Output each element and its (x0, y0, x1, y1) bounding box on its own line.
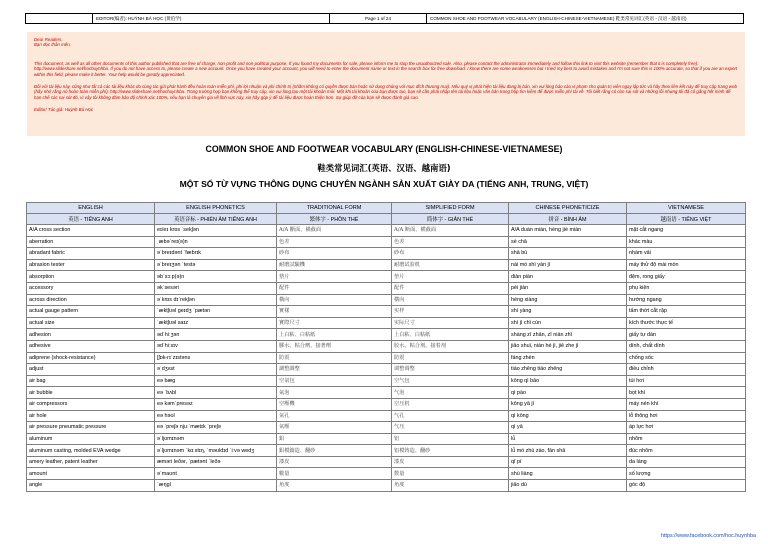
traditional-chinese-cell: 漆皮 (277, 456, 392, 468)
vietnamese-term-cell: dính, chất dính (627, 340, 746, 352)
phonetics-cell: əˈkrɒs dɪˈrekʃən (155, 294, 277, 306)
phonetics-cell: əˈljʊmɪnəm ˈkɑːstɪŋ, ˈməʊldɪd ˈiːvə wedʒ (155, 445, 277, 457)
phonetics-cell: ˈæktʃʊəl saɪz (155, 317, 277, 329)
traditional-chinese-cell: A/A 斷面、橫截面 (277, 225, 392, 237)
traditional-chinese-cell: 氣孔 (277, 410, 392, 422)
traditional-chinese-cell: 上白粘、白粘紙 (277, 329, 392, 341)
phonetics-cell: ˌæbəˈreɪ(ə)n (155, 236, 277, 248)
table-row (27, 364, 746, 376)
pinyin-cell: shàng zī zhān, zī nián zhǐ (509, 329, 627, 341)
table-row (27, 271, 746, 283)
col-subheader-vietnamese: 越南语 - TIẾNG VIỆT (627, 214, 746, 225)
simplified-chinese-cell: 防震 (392, 352, 509, 364)
traditional-chinese-cell: 實際尺寸 (277, 317, 392, 329)
pinyin-cell: qì kǒng (509, 410, 627, 422)
vietnamese-term-cell: nhám vải (627, 248, 746, 260)
traditional-chinese-cell: 調整調整 (277, 364, 392, 376)
english-term-cell: adjust (27, 364, 155, 376)
simplified-chinese-cell: 铝 (392, 433, 509, 445)
facebook-link[interactable]: https://www.facebook.com/hoc.huynhba (661, 533, 756, 539)
english-term-cell: absorption (27, 271, 155, 283)
table-row (27, 433, 746, 445)
simplified-chinese-cell: 空压机 (392, 398, 509, 410)
simplified-chinese-cell: 铝模铸造、翻砂 (392, 445, 509, 457)
vietnamese-term-cell: máy thử độ mài mòn (627, 259, 746, 271)
simplified-chinese-cell: 角度 (392, 480, 509, 492)
column-subheader-row (27, 214, 746, 225)
pinyin-cell: kōng yā jī (509, 398, 627, 410)
pinyin-cell: qì pào (509, 387, 627, 399)
vietnamese-term-cell: khác màu (627, 236, 746, 248)
notice-greeting-en: Dear Readers, (34, 37, 63, 42)
traditional-chinese-cell: 數量 (277, 468, 392, 480)
english-term-cell: aluminum casting, molded EVA wedge (27, 445, 155, 457)
phonetics-cell: ədˈhiːsɪv (155, 340, 277, 352)
simplified-chinese-cell: 实际尺寸 (392, 317, 509, 329)
pinyin-cell: pèi jiàn (509, 282, 627, 294)
notice-text-en: This document, as well as all other documents of this author published that are free of charge, non-profit and non-political purpose. If you found my documents for sale, please inform me to stop the unauthorized sale. Also, please contact the administrator immediately and follow this link to visit this website (remember that it is completely free): http://www.slideshare.net/hochuynhba. If you do not have access to, please create a new account. Once you have created your account, you will need to enter the document name or text in the search box for free download. I know there are some weaknesses but I tried my best to avoid mistakes and I'm not sure this is 100% accurate, so that if you are an expert within this field, please make it better. Your help would be greatly appreciated. (34, 60, 738, 77)
table-row (27, 329, 746, 341)
english-term-cell: aberration (27, 236, 155, 248)
table-row (27, 410, 746, 422)
table-row (27, 340, 746, 352)
english-term-cell: abrasion tester (27, 259, 155, 271)
phonetics-cell: əˈmaʊnt (155, 468, 277, 480)
pinyin-cell: kōng qì bāo (509, 375, 627, 387)
title-english: COMMON SHOE AND FOOTWEAR VOCABULARY (ENGLISH-CHINESE-VIETNAMESE) (205, 144, 563, 154)
pinyin-cell: sè chā (509, 236, 627, 248)
simplified-chinese-cell: 数量 (392, 468, 509, 480)
col-subheader-pinyin: 拼音 - BÍNH ÂM (509, 214, 627, 225)
traditional-chinese-cell: 配件 (277, 282, 392, 294)
vietnamese-term-cell: đúc nhôm (627, 445, 746, 457)
vietnamese-term-cell: phụ kiện (627, 282, 746, 294)
traditional-chinese-cell: 鋁 (277, 433, 392, 445)
traditional-chinese-cell: 空壓機 (277, 398, 392, 410)
phonetics-cell: eə ˈpreʃə njuːˈmætɪk ˈpreʃə (155, 422, 277, 434)
table-row (27, 375, 746, 387)
vietnamese-term-cell: chống sốc (627, 352, 746, 364)
traditional-chinese-cell: 實樣 (277, 306, 392, 318)
vietnamese-term-cell: da láng (627, 456, 746, 468)
phonetics-cell: eə kəmˈpresəz (155, 398, 277, 410)
vietnamese-term-cell: bọt khí (627, 387, 746, 399)
pinyin-cell: shí jì chǐ cùn (509, 317, 627, 329)
english-term-cell: adhesive (27, 340, 155, 352)
pinyin-cell: diàn piàn (509, 271, 627, 283)
header-page-number: Page 1 of 24 (330, 14, 427, 24)
phonetics-cell: əˈdʒʌst (155, 364, 277, 376)
table-row (27, 468, 746, 480)
traditional-chinese-cell: 氣壓 (277, 422, 392, 434)
simplified-chinese-cell: 空气包 (392, 375, 509, 387)
traditional-chinese-cell: 耐磨試驗機 (277, 259, 392, 271)
pinyin-cell: fáng zhèn (509, 352, 627, 364)
traditional-chinese-cell: 防震 (277, 352, 392, 364)
pinyin-cell: lǚ mó zhù zào, fān shā (509, 445, 627, 457)
col-subheader-simplified: 简体字 - GIẢN THỂ (392, 214, 509, 225)
phonetics-cell: ədˈhiːʒən (155, 329, 277, 341)
traditional-chinese-cell: 色差 (277, 236, 392, 248)
title-chinese: 鞋类常见词汇(英语、汉语、越南语) (317, 163, 451, 173)
english-term-cell: actual gauge pattern (27, 306, 155, 318)
phonetics-cell: eə bæg (155, 375, 277, 387)
table-row (27, 282, 746, 294)
col-subheader-english: 英语 - TIẾNG ANH (27, 214, 155, 225)
col-header-simplified: SIMPLIFIED FORM (392, 203, 509, 214)
simplified-chinese-cell: 漆皮 (392, 456, 509, 468)
table-row (27, 352, 746, 364)
english-term-cell: actual size (27, 317, 155, 329)
simplified-chinese-cell: 气孔 (392, 410, 509, 422)
table-row (27, 422, 746, 434)
pinyin-cell: héng xiàng (509, 294, 627, 306)
vietnamese-term-cell: nhôm (627, 433, 746, 445)
simplified-chinese-cell: 色差 (392, 236, 509, 248)
phonetics-cell: əˈbreɪdənt ˈfæbrɪk (155, 248, 277, 260)
simplified-chinese-cell: 砂布 (392, 248, 509, 260)
simplified-chinese-cell: 气压 (392, 422, 509, 434)
simplified-chinese-cell: 调整调整 (392, 364, 509, 376)
vietnamese-term-cell: kích thước thực tế (627, 317, 746, 329)
english-term-cell: accessory (27, 282, 155, 294)
phonetics-cell: ˈæktʃʊəl geɪdʒ ˈpætən (155, 306, 277, 318)
vietnamese-term-cell: lỗ thông hơi (627, 410, 746, 422)
english-term-cell: air bag (27, 375, 155, 387)
table-row (27, 248, 746, 260)
phonetics-cell: eɪ/eɪ krɒs ˈsekʃən (155, 225, 277, 237)
simplified-chinese-cell: 气泡 (392, 387, 509, 399)
english-term-cell: angle (27, 480, 155, 492)
notice-text-vi: Đối với tài liệu này, cũng như tất cả các tài liệu khác do cùng tác giả phát hành đều hoàn toàn miễn phí, phi lợi nhuận và phi chính trị (nhằm không có quyền được bán hoặc sử dụng chúng với mục đích thương mại). Nếu quý vị phát hiện tài liệu đang bị bán, xin vui lòng báo cáo vi phạm cho quản trị viên ngay lập tức và hãy theo liên kết này để truy cập trang web (hãy nhớ rằng nó hoàn toàn miễn phí): http://www.slideshare.net/hochuynhba. Trong trường hợp bạn không thể truy cập, xin vui lòng tạo một tài khoản mới. Một khi tài khoản của bạn được tạo, bạn sẽ cần phải nhập tên tài liệu hoặc văn bản trong hộp tìm kiếm để được miễn phí tải về. Tôi biết rằng có còn sai sót và những lỗi nhưng tôi đã cố gắng hết mình để hạn chế các sai sót đó, vì vậy tôi không đảm bảo độ chính xác 100%, nếu bạn là chuyên gia về lĩnh vực này, xin hãy góp ý để tài liệu được hoàn thiện hơn. Sự giúp đỡ của bạn sẽ được đánh giá cao. (34, 84, 737, 100)
english-term-cell: air bubble (27, 387, 155, 399)
col-subheader-phonetics: 英语音标 - PHIÊN ÂM TIẾNG ANH (155, 214, 277, 225)
english-term-cell: across direction (27, 294, 155, 306)
pinyin-cell: tiáo zhěng tiáo zhěng (509, 364, 627, 376)
vietnamese-term-cell: góc độ (627, 480, 746, 492)
simplified-chinese-cell: 横向 (392, 294, 509, 306)
traditional-chinese-cell: 砂布 (277, 248, 392, 260)
english-term-cell: adiprene (shock-resistance) (27, 352, 155, 364)
phonetics-cell: eə həʊl (155, 410, 277, 422)
table-row (27, 480, 746, 492)
reader-notice (27, 32, 745, 136)
english-term-cell: aluminum (27, 433, 155, 445)
column-header-row (27, 203, 746, 214)
pinyin-cell: jiǎo dù (509, 480, 627, 492)
pinyin-cell: jiāo shuǐ, nián hé jì, jiē zhe jì (509, 340, 627, 352)
table-row (27, 456, 746, 468)
english-term-cell: abradant fabric (27, 248, 155, 260)
vietnamese-term-cell: điều chỉnh (627, 364, 746, 376)
col-subheader-traditional: 繁体字 - PHỒN THỂ (277, 214, 392, 225)
page-header (25, 13, 744, 24)
vietnamese-term-cell: đệm, rong giấy (627, 271, 746, 283)
table-row (27, 445, 746, 457)
traditional-chinese-cell: 氣泡 (277, 387, 392, 399)
pinyin-cell: qì yā (509, 422, 627, 434)
english-term-cell: air hole (27, 410, 155, 422)
phonetics-cell: əkˈsesəri (155, 282, 277, 294)
header-editor: EDITOR(编者): HUỲNH BÁ HỌC (黄伯学) (93, 14, 330, 24)
col-header-english: ENGLISH (27, 203, 155, 214)
english-term-cell: amery leather, patent leather (27, 456, 155, 468)
pinyin-cell: lǚ (509, 433, 627, 445)
phonetics-cell: ˈæŋgl (155, 480, 277, 492)
pinyin-cell: qī pí (509, 456, 627, 468)
traditional-chinese-cell: 空氣包 (277, 375, 392, 387)
col-header-pinyin: CHINESE PHONETICIZE (509, 203, 627, 214)
pinyin-cell: shù liàng (509, 468, 627, 480)
header-blank-cell (26, 14, 93, 24)
english-term-cell: air compressors (27, 398, 155, 410)
header-doc-title: COMMON SHOE AND FOOTWEAR VOCABULARY (ENGLISH-CHINESE-VIETNAMESE) 鞋类常见词汇(英语 - 汉语 - 越南语) (427, 14, 744, 24)
table-row (27, 236, 746, 248)
vietnamese-term-cell: giấy tự dán (627, 329, 746, 341)
phonetics-cell: [ʃɒk-rɪˈzɪstəns (155, 352, 277, 364)
simplified-chinese-cell: 垫片 (392, 271, 509, 283)
phonetics-cell: əˈbreɪʒən ˈtestə (155, 259, 277, 271)
notice-greeting-vi: Bạn đọc thân mến, (34, 42, 71, 48)
vietnamese-term-cell: máy nén khí (627, 398, 746, 410)
pinyin-cell: shā bù (509, 248, 627, 260)
traditional-chinese-cell: 角度 (277, 480, 392, 492)
table-row (27, 398, 746, 410)
traditional-chinese-cell: 墊片 (277, 271, 392, 283)
vietnamese-term-cell: mặt cắt ngang (627, 225, 746, 237)
table-row (27, 317, 746, 329)
col-header-phonetics: ENGLISH PHONETICS (155, 203, 277, 214)
table-row (27, 387, 746, 399)
english-term-cell: adhesion (27, 329, 155, 341)
traditional-chinese-cell: 膠水、粘合劑、接著劑 (277, 340, 392, 352)
vietnamese-term-cell: hướng ngang (627, 294, 746, 306)
vocabulary-table (26, 202, 746, 492)
vietnamese-term-cell: áp lực hơi (627, 422, 746, 434)
table-row (27, 259, 746, 271)
simplified-chinese-cell: 上白粘、白粘纸 (392, 329, 509, 341)
simplified-chinese-cell: 实样 (392, 306, 509, 318)
pinyin-cell: A/A duàn miàn, héng jié miàn (509, 225, 627, 237)
pinyin-cell: nài mó shì yàn jī (509, 259, 627, 271)
english-term-cell: air pressure pneumatic pressure (27, 422, 155, 434)
phonetics-cell: əˈljʊmɪnəm (155, 433, 277, 445)
phonetics-cell: əbˈsɔːp(ə)n (155, 271, 277, 283)
table-row (27, 306, 746, 318)
pinyin-cell: shí yàng (509, 306, 627, 318)
vietnamese-term-cell: túi hơi (627, 375, 746, 387)
english-term-cell: A/A cross section (27, 225, 155, 237)
table-row (27, 294, 746, 306)
col-header-traditional: TRADITIONAL FORM (277, 203, 392, 214)
simplified-chinese-cell: 胶水、粘合剂、接着剂 (392, 340, 509, 352)
simplified-chinese-cell: 耐磨试验机 (392, 259, 509, 271)
table-row (27, 225, 746, 237)
simplified-chinese-cell: A/A 断面、横截面 (392, 225, 509, 237)
phonetics-cell: æməri leðər, ˈpætənt ˈleðə (155, 456, 277, 468)
col-header-vietnamese: VIETNAMESE (627, 203, 746, 214)
traditional-chinese-cell: 鋁模鑄造、翻砂 (277, 445, 392, 457)
simplified-chinese-cell: 配件 (392, 282, 509, 294)
vietnamese-term-cell: số lượng (627, 468, 746, 480)
title-vietnamese: MỘT SỐ TỪ VỰNG THÔNG DỤNG CHUYÊN NGÀNH SẢN XUẤT GIÀY DA (TIẾNG ANH, TRUNG, VIỆT) (179, 179, 589, 189)
traditional-chinese-cell: 橫向 (277, 294, 392, 306)
english-term-cell: amount (27, 468, 155, 480)
phonetics-cell: eə ˈbʌbl (155, 387, 277, 399)
vietnamese-term-cell: tấm thớt cắt rập (627, 306, 746, 318)
notice-signature: Editor/ Tác giả: Huỳnh Bá Học (34, 107, 94, 113)
